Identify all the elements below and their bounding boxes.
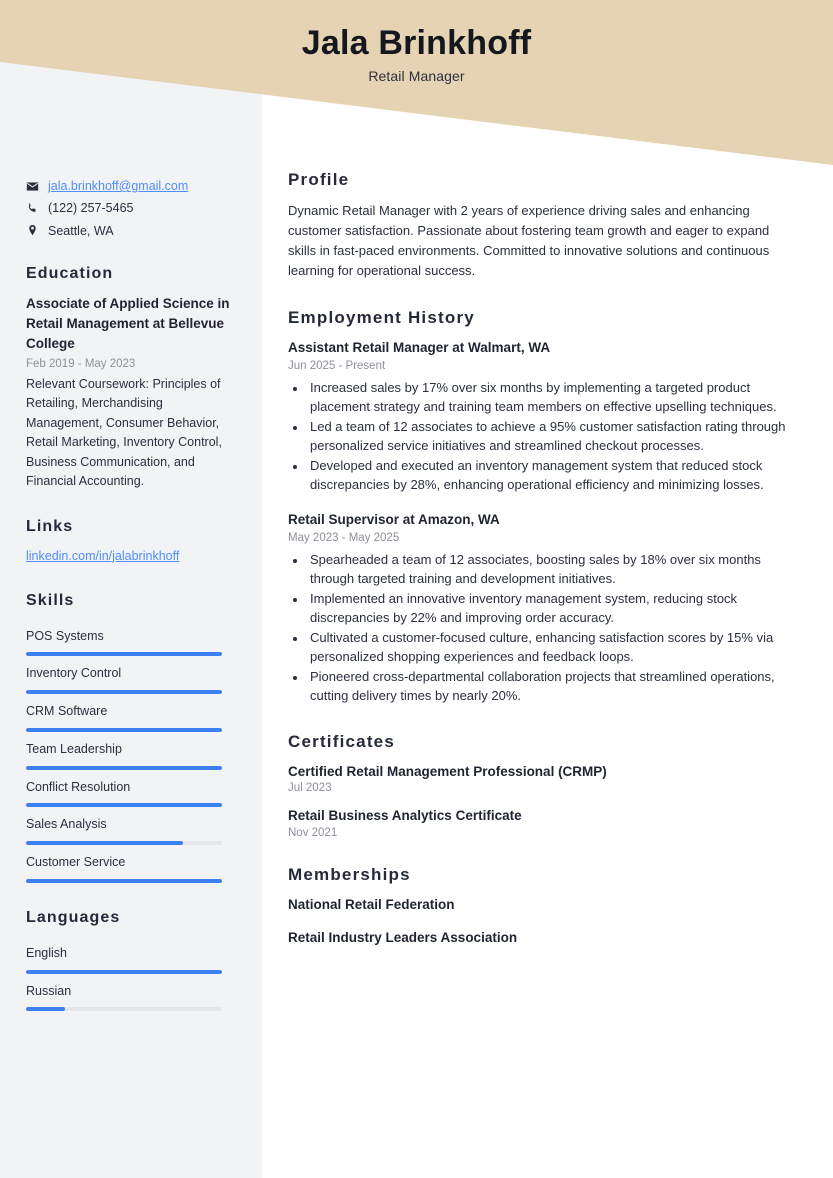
- skill-bar-fill: [26, 803, 222, 807]
- job-date: May 2023 - May 2025: [288, 532, 400, 545]
- job-entry: [288, 511, 795, 706]
- candidate-name: Jala Brinkhoff: [301, 24, 532, 63]
- skill-bar-track: [26, 728, 222, 732]
- envelope-icon: [26, 180, 39, 193]
- certificate-date: Jul 2023: [288, 782, 332, 795]
- skill-item: [26, 658, 236, 694]
- sidebar-heading-education: Education: [26, 264, 114, 282]
- job-bullets: [288, 378, 795, 495]
- education-entry: [26, 294, 236, 492]
- languages-list: [26, 938, 236, 1012]
- skill-item: [26, 847, 236, 883]
- contact-row-email[interactable]: [26, 178, 236, 194]
- language-bar-track: [26, 970, 222, 974]
- skill-item: [26, 734, 236, 770]
- location-pin-icon: [26, 224, 39, 237]
- skill-label: Conflict Resolution: [26, 779, 131, 794]
- job-bullets: [288, 550, 795, 706]
- phone-icon: [26, 202, 39, 215]
- language-bar-fill: [26, 970, 222, 974]
- location-text: Seattle, WA: [48, 223, 114, 238]
- main-heading-employment: Employment History: [288, 307, 475, 327]
- job-title: Retail Supervisor at Amazon, WA: [288, 511, 500, 527]
- sidebar: [0, 0, 262, 1013]
- sidebar-heading-languages: Languages: [26, 908, 121, 926]
- language-bar-fill: [26, 1007, 65, 1011]
- language-bar-track: [26, 1007, 222, 1011]
- section-memberships: [288, 865, 795, 948]
- language-item: [26, 976, 236, 1012]
- skill-item: [26, 696, 236, 732]
- skill-bar-fill: [26, 652, 222, 656]
- sidebar-heading-skills: Skills: [26, 591, 75, 609]
- certificate-entry: [288, 807, 795, 839]
- main-heading-certificates: Certificates: [288, 731, 395, 751]
- skill-item: [26, 809, 236, 845]
- certificate-entry: [288, 763, 795, 795]
- skill-bar-track: [26, 879, 222, 883]
- skill-label: Customer Service: [26, 855, 126, 869]
- education-date: Feb 2019 - May 2023: [26, 357, 136, 370]
- membership-item: Retail Industry Leaders Association: [288, 930, 518, 946]
- skill-bar-fill: [26, 690, 222, 694]
- skill-label: POS Systems: [26, 628, 104, 643]
- job-bullet: • Pioneered cross-departmental collaboration projects that streamlined operations, cutting delivery times by nearly 20%.: [307, 667, 795, 706]
- section-employment-history: [288, 308, 795, 706]
- skill-bar-track: [26, 652, 222, 656]
- section-certificates: [288, 732, 795, 840]
- language-label: English: [26, 945, 67, 960]
- skill-item: [26, 772, 236, 808]
- skill-item: [26, 621, 236, 657]
- profile-text: Dynamic Retail Manager with 2 years of experience driving sales and enhancing customer satisfaction. Passionate about fostering team growth and eager to expand skills in fast-paced environments. Committed to innovative solutions and continuous learning for operational success.: [288, 203, 770, 279]
- skill-label: Inventory Control: [26, 666, 122, 681]
- job-bullet: • Developed and executed an inventory management system that reduced stock discrepancies by 28%, enhancing operational efficiency and minimizing losses.: [307, 456, 795, 495]
- link-item-linkedin[interactable]: linkedin.com/in/jalabrinkhoff: [26, 548, 180, 563]
- skill-bar-track: [26, 766, 222, 770]
- main-top-spacer: [288, 0, 795, 170]
- job-title: Assistant Retail Manager at Walmart, WA: [288, 339, 551, 355]
- job-bullet: • Led a team of 12 associates to achieve a 95% customer satisfaction rating through personalized service initiatives and streamlined checkout processes.: [307, 417, 795, 456]
- skill-label: Sales Analysis: [26, 817, 107, 832]
- main-heading-profile: Profile: [288, 170, 350, 189]
- certificate-name: Retail Business Analytics Certificate: [288, 808, 522, 824]
- job-bullet: • Implemented an innovative inventory management system, reducing stock discrepancies by 22% and improving order accuracy.: [307, 589, 795, 628]
- candidate-title: Retail Manager: [368, 67, 465, 84]
- sidebar-heading-links: Links: [26, 517, 74, 535]
- skill-label: Team Leadership: [26, 741, 122, 756]
- skill-bar-fill: [26, 879, 222, 883]
- contact-row-location: [26, 223, 236, 239]
- skill-bar-fill: [26, 728, 222, 732]
- contact-row-phone: [26, 200, 236, 216]
- education-degree: Associate of Applied Science in Retail Management at Bellevue College: [26, 295, 230, 351]
- certificate-date: Nov 2021: [288, 827, 338, 840]
- skill-bar-fill: [26, 841, 183, 845]
- certificate-name: Certified Retail Management Professional (CRMP): [288, 763, 607, 779]
- skill-bar-track: [26, 841, 222, 845]
- section-profile: [288, 170, 795, 282]
- membership-item: National Retail Federation: [288, 897, 455, 913]
- main-heading-memberships: Memberships: [288, 865, 411, 885]
- job-bullet: • Cultivated a customer-focused culture, enhancing satisfaction scores by 15% via personalized shopping experiences and feedback loops.: [307, 628, 795, 667]
- email-link[interactable]: jala.brinkhoff@gmail.com: [48, 179, 189, 193]
- skill-bar-track: [26, 690, 222, 694]
- skill-bar-track: [26, 803, 222, 807]
- main-column: [262, 0, 833, 974]
- job-date: Jun 2025 - Present: [288, 360, 386, 373]
- skills-list: [26, 621, 236, 883]
- language-item: [26, 938, 236, 974]
- job-bullet: • Spearheaded a team of 12 associates, boosting sales by 18% over six months through targeted training and development initiatives.: [307, 550, 795, 589]
- education-description: Relevant Coursework: Principles of Retailing, Merchandising Management, Consumer Behavior, Retail Marketing, Inventory Control, Business Communication, and Financial Accounting.: [26, 376, 222, 489]
- job-bullet: • Increased sales by 17% over six months by implementing a targeted product placement strategy and training team members on effective upselling techniques.: [307, 378, 795, 417]
- skill-bar-fill: [26, 766, 222, 770]
- phone-text: (122) 257-5465: [48, 201, 134, 216]
- contact-block: [26, 178, 236, 239]
- job-entry: [288, 339, 795, 495]
- skill-label: CRM Software: [26, 704, 108, 718]
- language-label: Russian: [26, 983, 72, 998]
